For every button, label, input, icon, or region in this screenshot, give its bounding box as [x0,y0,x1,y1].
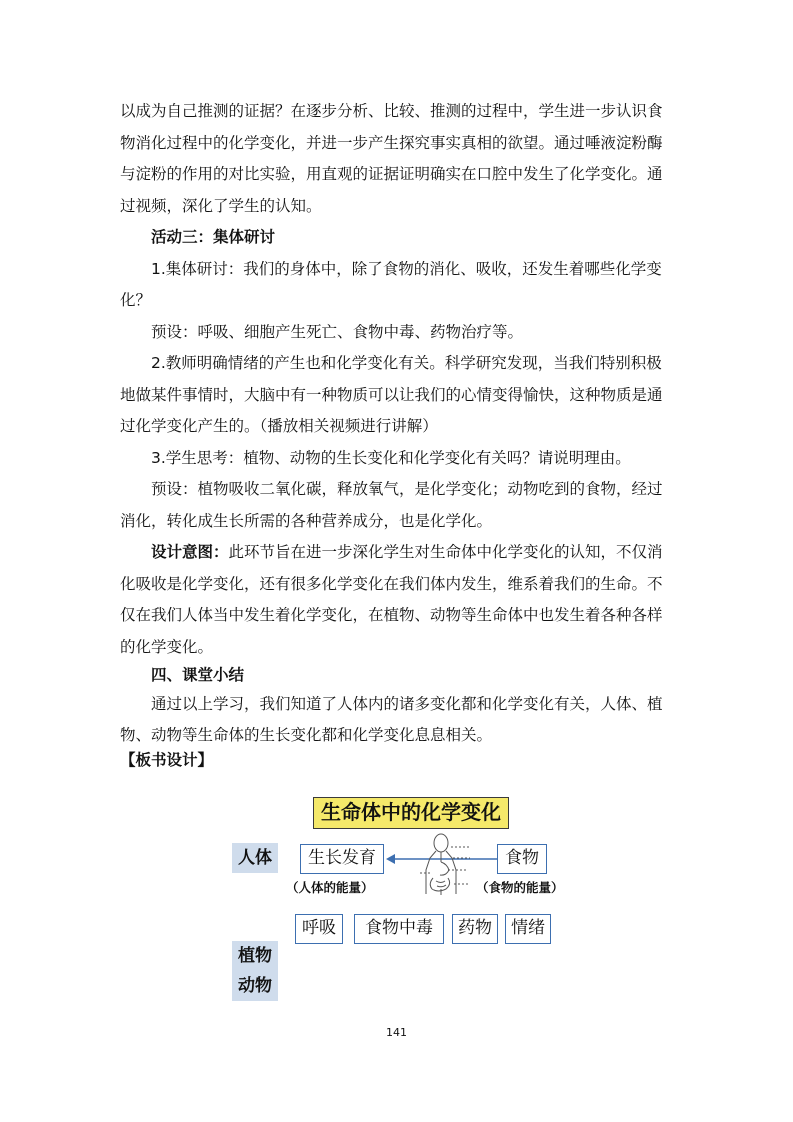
diagram-title: 生命体中的化学变化 [313,797,509,829]
paragraph-line: 通过以上学习，我们知道了人体内的诸多变化都和化学变化有关，人体、植 [151,695,663,713]
paragraph-line: 化？ [120,291,152,309]
box-food-poisoning: 食物中毒 [354,914,444,944]
paragraph-line: 1.集体研讨：我们的身体中，除了食物的消化、吸收，还发生着哪些化学变 [151,259,662,278]
label-plants: 植物 [232,941,278,971]
board-design-title: 【板书设计】 [120,751,214,769]
caption-human-energy: （人体的能量） [286,880,374,895]
paragraph-line: 物消化过程中的化学变化，并进一步产生探究事实真相的欲望。通过唾液淀粉酶 [120,133,663,152]
paragraph-line: 的化学变化。 [120,637,214,656]
design-intent-label: 设计意图： [151,543,229,561]
label-human: 人体 [232,843,278,873]
paragraph-line: 物、动物等生命体的生长变化都和化学变化息息相关。 [120,726,493,744]
paragraph-line: 消化，转化成生长所需的各种营养成分，也是化学化。 [120,511,493,530]
activity3-heading: 活动三：集体研讨 [151,228,276,246]
box-breathing: 呼吸 [295,914,343,944]
page-number: 141 [386,1026,407,1039]
paragraph-line: 2.教师明确情绪的产生也和化学变化有关。科学研究发现，当我们特别积极 [151,354,662,372]
paragraph-line: 过化学变化产生的。（播放相关视频进行讲解） [120,417,438,435]
paragraph-line: 地做某件事情时，大脑中有一种物质可以让我们的心情变得愉快，这种物质是通 [120,385,663,404]
label-animals: 动物 [232,971,278,1001]
arrow-head [386,854,395,864]
design-intent-text: 此环节旨在进一步深化学生对生命体中化学变化的认知，不仅消 [228,543,663,561]
paragraph-line: 预设：呼吸、细胞产生死亡、食物中毒、药物治疗等。 [151,322,524,341]
design-intent-line [151,537,663,569]
section4-heading: 四、课堂小结 [151,666,245,684]
paragraph-line: 与淀粉的作用的对比实验，用直观的证据证明确实在口腔中发生了化学变化。通 [120,165,663,183]
paragraph-line: 预设：植物吸收二氧化碳，释放氧气，是化学变化；动物吃到的食物，经过 [151,480,663,498]
digestive-system-icon [418,834,470,895]
paragraph-line: 过视频，深化了学生的认知。 [120,196,322,215]
box-food: 食物 [497,844,547,874]
box-medicine: 药物 [452,914,498,944]
paragraph-line: 化吸收是化学变化，还有很多化学变化在我们体内发生，维系着我们的生命。不 [120,574,663,593]
caption-food-energy: （食物的能量） [476,880,564,895]
paragraph-line: 以成为自己推测的证据？在逐步分析、比较、推测的过程中，学生进一步认识食 [120,102,663,120]
paragraph-line: 3.学生思考：植物、动物的生长变化和化学变化有关吗？请说明理由。 [151,448,631,467]
box-growth: 生长发育 [300,844,384,874]
box-emotion: 情绪 [505,914,551,944]
paragraph-line: 仅在我们人体当中发生着化学变化，在植物、动物等生命体中也发生着各种各样 [120,606,663,624]
